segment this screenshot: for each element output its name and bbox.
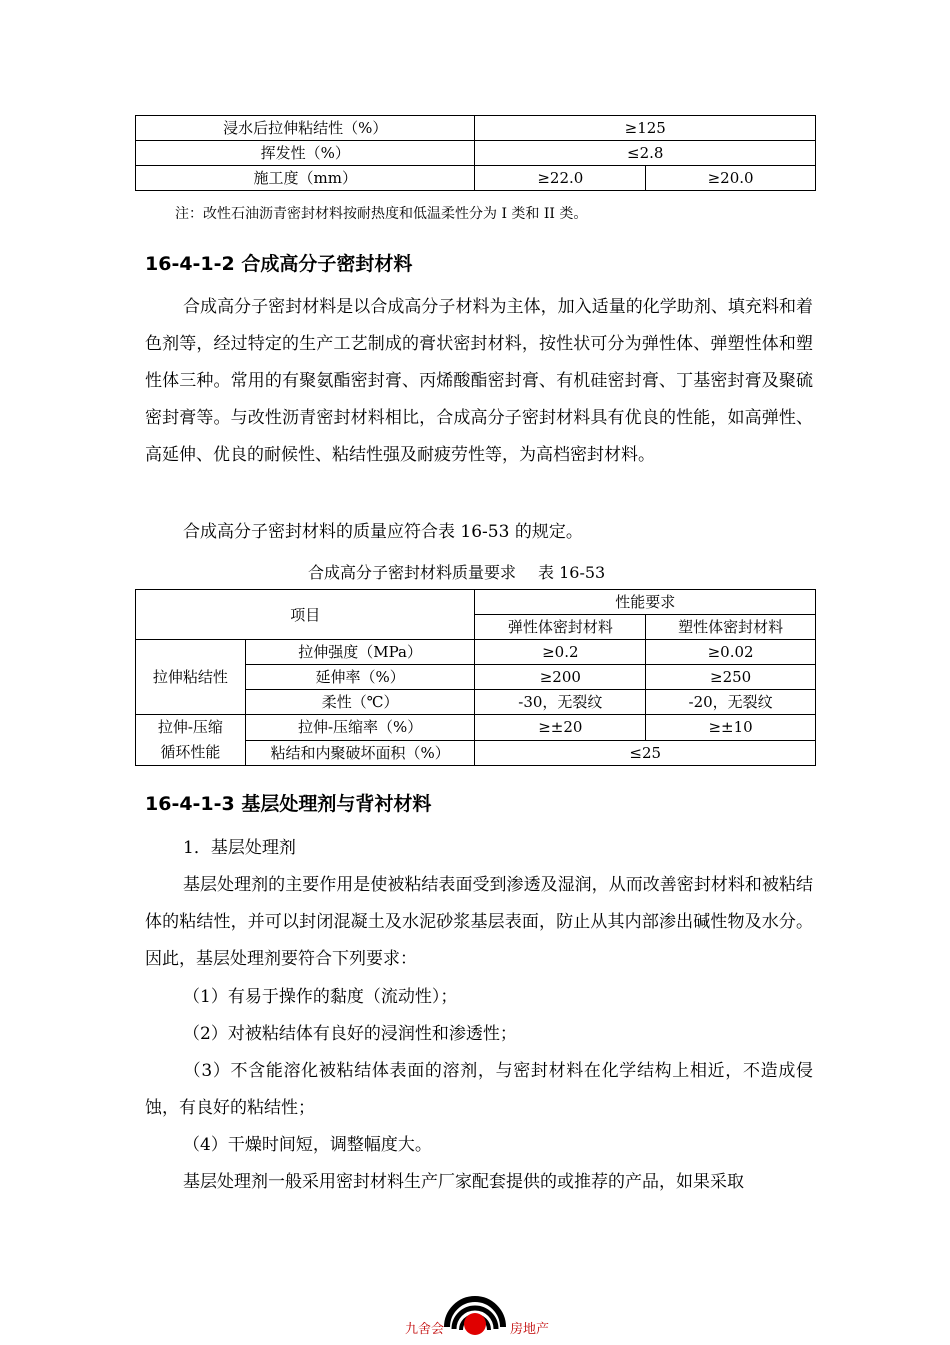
table-row — [136, 715, 816, 741]
row-name: 拉伸-压缩率（%） — [245, 715, 475, 741]
row-value-2: -20，无裂纹 — [646, 690, 816, 715]
footer-logo — [0, 1270, 950, 1340]
footer-right-text: 房地产 — [510, 1322, 550, 1337]
table-2 — [135, 589, 816, 766]
row-name: 延伸率（%） — [245, 665, 475, 690]
paragraph: 合成高分子密封材料的质量应符合表 16-53 的规定。 — [183, 522, 583, 542]
row-value-2: ≥250 — [646, 665, 816, 690]
row-value-1: ≥0.2 — [475, 640, 646, 665]
header-col2: 塑性体密封材料 — [646, 615, 816, 640]
footer-left-text: 九舍会 — [405, 1322, 445, 1337]
row-label: 施工度（mm） — [136, 166, 475, 191]
section-heading: 16-4-1-2 合成高分子密封材料 — [145, 253, 413, 275]
list-item: （1）有易于操作的黏度（流动性）； — [183, 987, 458, 1007]
row-value-1: ≥200 — [475, 665, 646, 690]
subheading: 1．基层处理剂 — [183, 838, 296, 858]
row-value: ≥125 — [475, 116, 816, 141]
row-label: 浸水后拉伸粘结性（%） — [136, 116, 475, 141]
paragraph: 基层处理剂的主要作用是使被粘结表面受到渗透及湿润，从而改善密封材料和被粘结体的粘结性，并可以封闭混凝土及水泥砂浆基层表面，防止从其内部渗出碱性物及水分。因此，基层处理剂要符合下列要求： — [145, 875, 813, 969]
table-header-row — [136, 590, 816, 615]
group-label — [136, 715, 246, 766]
list-item: （2）对被粘结体有良好的浸润性和渗透性； — [183, 1024, 517, 1044]
row-name: 粘结和内聚破坏面积（%） — [245, 740, 475, 766]
row-value-1: -30，无裂纹 — [475, 690, 646, 715]
table-1 — [135, 115, 816, 191]
group-label: 拉伸粘结性 — [136, 640, 246, 715]
row-value-1: ≥22.0 — [475, 166, 646, 191]
row-value-1: ≥±20 — [475, 715, 646, 741]
row-value: ≤2.8 — [475, 141, 816, 166]
paragraph: 合成高分子密封材料是以合成高分子材料为主体，加入适量的化学助剂、填充料和着色剂等，经过特定的生产工艺制成的膏状密封材料，按性状可分为弹性体、弹塑性体和塑性体三种。常用的有聚氨酯密封膏、丙烯酸酯密封膏、有机硅密封膏、丁基密封膏及聚硫密封膏等。与改性沥青密封材料相比，合成高分子密封材料具有优良的性能，如高弹性、高延伸、优良的耐候性、粘结性强及耐疲劳性等，为高档密封材料。 — [145, 297, 813, 465]
logo-icon — [442, 1272, 508, 1338]
row-name: 拉伸强度（MPa） — [245, 640, 475, 665]
table-row — [136, 640, 816, 665]
row-value-2: ≥±10 — [646, 715, 816, 741]
row-value: ≤25 — [475, 740, 816, 766]
list-item: （3）不含能溶化被粘结体表面的溶剂，与密封材料在化学结构上相近，不造成侵蚀，有良好的粘结性； — [145, 1061, 813, 1118]
paragraph: 基层处理剂一般采用密封材料生产厂家配套提供的或推荐的产品，如果采取 — [183, 1172, 744, 1192]
header-perf: 性能要求 — [475, 590, 816, 615]
table-row — [136, 166, 816, 191]
section-heading: 16-4-1-3 基层处理剂与背衬材料 — [145, 793, 432, 815]
row-label: 挥发性（%） — [136, 141, 475, 166]
table-note: 注：改性石油沥青密封材料按耐热度和低温柔性分为 I 类和 II 类。 — [175, 206, 588, 222]
header-col1: 弹性体密封材料 — [475, 615, 646, 640]
group-label-line: 循环性能 — [160, 743, 221, 761]
table-caption — [308, 560, 605, 583]
row-value-2: ≥0.02 — [646, 640, 816, 665]
caption-title: 合成高分子密封材料质量要求 — [308, 563, 517, 582]
table-row — [136, 141, 816, 166]
row-value-2: ≥20.0 — [646, 166, 816, 191]
caption-number: 表 16-53 — [538, 563, 606, 582]
header-item: 项目 — [136, 590, 475, 640]
list-item: （4）干燥时间短，调整幅度大。 — [183, 1135, 432, 1155]
group-label-line: 拉伸-压缩 — [157, 718, 223, 736]
row-name: 柔性（℃） — [245, 690, 475, 715]
table-row — [136, 116, 816, 141]
